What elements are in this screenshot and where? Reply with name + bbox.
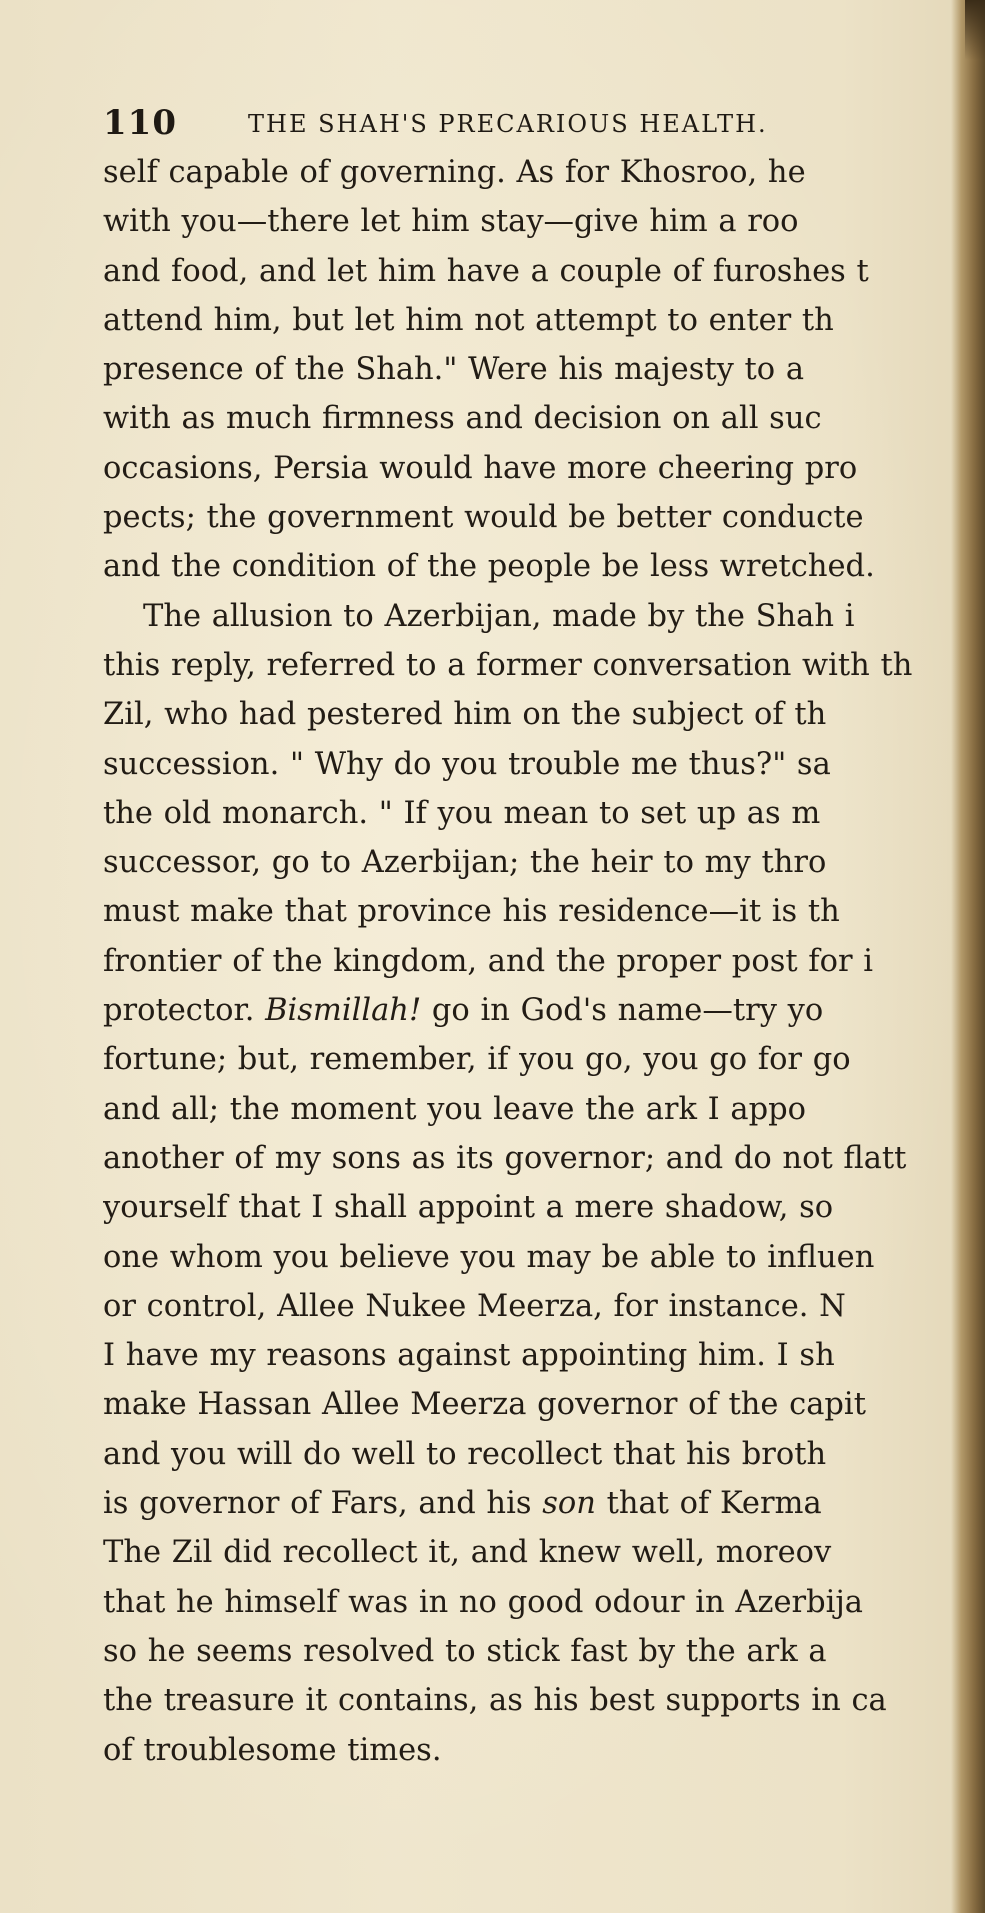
text-line: attend him, but let him not attempt to enter th xyxy=(103,302,834,338)
text-line: self capable of governing. As for Khosroo, he xyxy=(103,155,806,190)
text-line: successor, go to Azerbijan; the heir to my thro xyxy=(103,845,827,881)
text-line: the treasure it contains, as his best supports in ca xyxy=(103,1683,887,1719)
text-line: one whom you believe you may be able to influen xyxy=(103,1239,875,1275)
text-line: occasions, Persia would have more cheering pro xyxy=(103,450,858,486)
text-line: and you will do well to recollect that his broth xyxy=(103,1436,827,1472)
text-line: I have my reasons against appointing him. I sh xyxy=(103,1338,835,1374)
italic-text: son xyxy=(542,1486,596,1522)
text-line: with as much firmness and decision on all suc xyxy=(103,401,822,437)
text-line: the old monarch. " If you mean to set up as m xyxy=(103,795,821,831)
text-line xyxy=(103,986,948,1035)
text-line: this reply, referred to a former conversation with th xyxy=(103,647,913,683)
text-line: another of my sons as its governor; and do not flatt xyxy=(103,1140,907,1176)
text-segment: that of Kerma xyxy=(606,1486,822,1522)
text-line: and food, and let him have a couple of furoshes t xyxy=(103,253,869,289)
text-line: succession. " Why do you trouble me thus?" sa xyxy=(103,746,831,782)
text-segment: is governor of Fars, and his xyxy=(103,1486,532,1522)
text-line: so he seems resolved to stick fast by the ark a xyxy=(103,1633,827,1669)
text-line: and all; the moment you leave the ark I appo xyxy=(103,1091,807,1127)
text-line: Zil, who had pestered him on the subject of th xyxy=(103,697,827,733)
text-line: or control, Allee Nukee Meerza, for instance. N xyxy=(103,1288,846,1324)
text-line: of troublesome times. xyxy=(103,1732,442,1768)
text-line: with you—there let him stay—give him a roo xyxy=(103,204,799,240)
book-spine-shadow xyxy=(951,0,985,1913)
book-spine-corner xyxy=(965,0,985,60)
text-line: pects; the government would be better conducte xyxy=(103,500,864,536)
text-line: The Zil did recollect it, and knew well, moreov xyxy=(103,1535,832,1571)
text-line: yourself that I shall appoint a mere shadow, so xyxy=(103,1190,834,1226)
text-line xyxy=(103,1479,948,1528)
text-line: must make that province his residence—it is th xyxy=(103,894,840,930)
text-segment: go in God's name—try yo xyxy=(431,993,824,1029)
text-segment: protector. xyxy=(103,993,255,1029)
page-header xyxy=(103,103,933,143)
running-head: THE SHAH'S PRECARIOUS HEALTH. xyxy=(248,110,768,138)
text-line: frontier of the kingdom, and the proper post for i xyxy=(103,943,873,979)
text-line: presence of the Shah." Were his majesty to a xyxy=(103,352,805,388)
page-body-text xyxy=(103,148,948,1775)
page-number: 110 xyxy=(103,103,177,143)
text-line: that he himself was in no good odour in Azerbija xyxy=(103,1584,863,1620)
italic-text: Bismillah! xyxy=(265,993,422,1029)
text-line: make Hassan Allee Meerza governor of the capit xyxy=(103,1387,866,1423)
paragraph-start-line: The allusion to Azerbijan, made by the Shah i xyxy=(143,598,855,634)
text-line: and the condition of the people be less wretched. xyxy=(103,549,875,585)
text-line: fortune; but, remember, if you go, you go for go xyxy=(103,1042,851,1078)
